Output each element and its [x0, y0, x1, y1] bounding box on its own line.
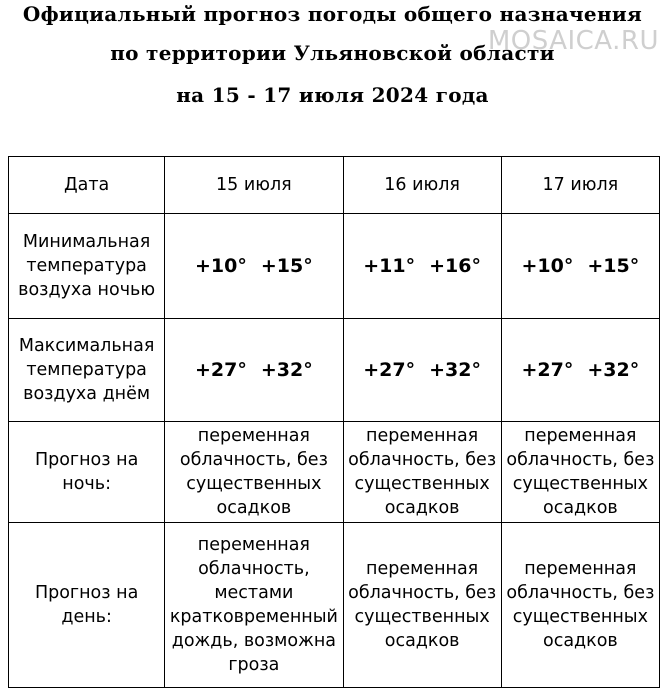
- watermark: MOSAICA.RU: [487, 26, 659, 56]
- forecast-cell: переменная облачность, без существенных осадков: [501, 523, 659, 688]
- temp-cell: [165, 214, 343, 319]
- temp-cell: [165, 319, 343, 422]
- table-header-row: [9, 157, 660, 214]
- row-label-cell: Максимальная температура воздуха днём: [9, 319, 165, 422]
- temp-high: +32°: [260, 359, 313, 381]
- temp-high: +15°: [587, 255, 640, 277]
- table-row-day-forecast: [9, 523, 660, 688]
- temp-cell: [343, 319, 501, 422]
- table-row-night-forecast: [9, 422, 660, 523]
- forecast-cell: переменная облачность, без существенных осадков: [343, 422, 501, 523]
- forecast-cell: переменная облачность, без существенных осадков: [343, 523, 501, 688]
- row-label-cell: Минимальная температура воздуха ночью: [9, 214, 165, 319]
- temp-cell: [501, 214, 659, 319]
- temp-low: +10°: [521, 255, 574, 277]
- header-title-line-1: Официальный прогноз погоды общего назначения: [22, 2, 643, 26]
- temp-high: +32°: [429, 359, 481, 381]
- header-date-range: на 15 - 17 июля 2024 года: [176, 83, 489, 107]
- temp-low: +27°: [363, 359, 416, 381]
- temp-low: +10°: [194, 255, 247, 277]
- table-row-min-temp: [9, 214, 660, 319]
- forecast-table: [8, 156, 660, 688]
- row-label-cell: Прогноз на ночь:: [9, 422, 165, 523]
- temp-high: +16°: [429, 255, 481, 277]
- forecast-cell: переменная облачность, без существенных осадков: [501, 422, 659, 523]
- header-day-cell: 17 июля: [501, 157, 659, 214]
- table-row-max-temp: [9, 319, 660, 422]
- header-label-cell: Дата: [9, 157, 165, 214]
- header-day-cell: 15 июля: [165, 157, 343, 214]
- temp-high: +32°: [587, 359, 640, 381]
- forecast-cell: переменная облачность, без существенных осадков: [165, 422, 343, 523]
- temp-cell: [343, 214, 501, 319]
- header-title-line-2: по территории Ульяновской области: [110, 41, 555, 65]
- temp-low: +27°: [521, 359, 574, 381]
- row-label-cell: Прогноз на день:: [9, 523, 165, 688]
- temp-low: +27°: [194, 359, 247, 381]
- forecast-cell: переменная облачность, местами кратковременный дождь, возможна гроза: [165, 523, 343, 688]
- temp-cell: [501, 319, 659, 422]
- temp-low: +11°: [363, 255, 416, 277]
- header-day-cell: 16 июля: [343, 157, 501, 214]
- temp-high: +15°: [260, 255, 313, 277]
